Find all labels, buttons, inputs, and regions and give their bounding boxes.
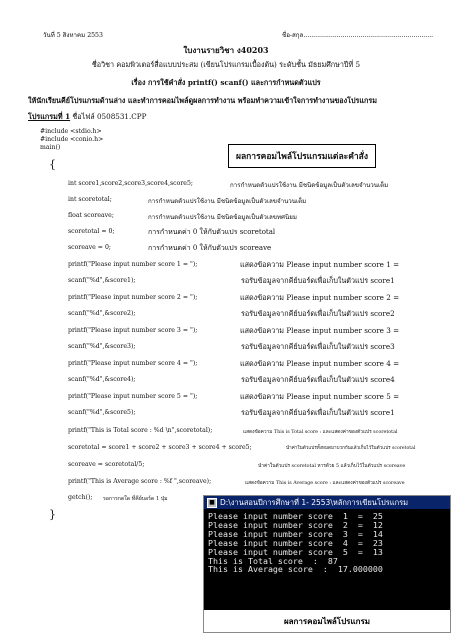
code-note: นำค่าในตัวแปร scoretotal หารด้วย 5 แล้วเก็บไว้ในตัวแปร scoreave <box>258 464 406 469</box>
code-line: printf("Please input number score 5 = "); <box>68 393 198 400</box>
console-caption: ผลการคอมไพล์โปรแกรม <box>204 609 450 632</box>
code-line: scoreave = scoretotal/5; <box>68 461 145 468</box>
course-line: ชื่อวิชา คอมพิวเตอร์สื่อแบบประสม (เขียนโปรแกรมเบื้องต้น) ระดับชั้น มัธยมศึกษาปีที่ 5 <box>91 60 361 69</box>
code-note: รอรับข้อมูลจากคีย์บอร์ดเพื่อเก็บในตัวแปร score2 <box>241 309 395 318</box>
code-line: scoreave = 0; <box>68 244 111 251</box>
program-file: ชื่อไฟล์ 0508531.CPP <box>70 112 147 121</box>
code-line: printf("Please input number score 4 = "); <box>68 360 198 367</box>
console-title-bar <box>204 496 450 509</box>
console-body <box>204 509 450 577</box>
program-line <box>28 112 146 123</box>
result-header-box: ผลการคอมไพล์โปรแกรมแต่ละคำสั่ง <box>228 144 376 168</box>
name-field-line: ชื่อ-สกุล.................................................................. <box>282 32 434 39</box>
code-note: รอรับข้อมูลจากคีย์บอร์ดเพื่อเก็บในตัวแปร score1 <box>241 276 395 285</box>
code-note: แสดงข้อความ Please input number score 2 = <box>240 293 400 302</box>
code-line: scanf("%d",&score3); <box>68 343 136 350</box>
include-stdio: #include <stdio.h> <box>40 128 102 135</box>
code-note: การกำหนดค่า 0 ให้กับตัวแปร scoreave <box>148 244 272 252</box>
code-line: scanf("%d",&score1); <box>68 277 136 284</box>
code-note: การกำหนดตัวแปรใช้งาน มีชนิดข้อมูลเป็นตัวเลขทศนิยม <box>148 214 297 221</box>
main-declaration: main() <box>40 144 61 151</box>
code-note: การกำหนดตัวแปรใช้งาน มีชนิดข้อมูลเป็นตัวเลขจำนวนเต็ม <box>148 198 307 205</box>
code-line: printf("This is Average score : %f ",scoreave); <box>68 478 212 485</box>
program-label: โปรแกรมที่ 1 <box>28 112 71 121</box>
console-line: Please input number score 5 = 13 <box>208 546 383 557</box>
console-title: D:\งานสอนปีการศึกษาที่ 1- 2553\หลักการเขียนโปรแกรม <box>220 497 409 507</box>
code-note: แสดงข้อความ Please input number score 5 = <box>240 392 400 401</box>
code-line: float scoreave; <box>68 212 114 219</box>
console-line: Please input number score 1 = 25 <box>208 511 383 521</box>
code-line: printf("Please input number score 1 = "); <box>68 261 198 268</box>
instruction-line: ให้นักเรียนคีย์โปรแกรมด้านล่าง และทำการคอมไพล์ดูผลการทำงาน พร้อมทำความเข้าใจการทำงานของโปรแกรม <box>28 96 377 105</box>
console-line: This is Total score : 87 <box>208 555 338 566</box>
code-note: รอการกดใด ที่คีย์บอร์ด 1 ปุ่ม <box>103 496 168 502</box>
code-line: scanf("%d",&score4); <box>68 376 136 383</box>
code-line: printf("This is Total score : %d \n",scoretotal); <box>68 427 213 434</box>
code-line: getch(); <box>68 494 93 501</box>
code-note: แสดงข้อความ This is Average score : และแสดงค่าของตัวแปร scoreave <box>245 481 405 486</box>
code-line: scanf("%d",&score5); <box>68 409 136 416</box>
topic-line: เรื่อง การใช้คำสั่ง printf() scanf() และการกำหนดตัวแปร <box>131 78 321 87</box>
console-window-icon: ■ <box>207 498 217 508</box>
code-note: แสดงข้อความ This is Total score : และแสดงค่าของตัวแปร scoretotal <box>243 430 398 435</box>
console-line: This is Average score : 17.000000 <box>208 564 383 575</box>
code-note: การกำหนดตัวแปรใช้งาน มีชนิดข้อมูลเป็นตัวเลขจำนวนเต็ม <box>230 182 389 189</box>
code-note: แสดงข้อความ Please input number score 4 = <box>240 359 400 368</box>
console-line: Please input number score 4 = 23 <box>208 537 383 548</box>
code-line: printf("Please input number score 2 = "); <box>68 294 198 301</box>
console-output-window <box>203 495 451 633</box>
code-line: printf("Please input number score 3 = "); <box>68 327 198 334</box>
code-line: scoretotal = 0; <box>68 228 115 235</box>
code-note: การกำหนดค่า 0 ให้กับตัวแปร scoretotal <box>148 228 276 236</box>
code-line: int scoretotal; <box>68 196 112 203</box>
worksheet-title: ใบงานรายวิชา ง40203 <box>183 45 269 55</box>
close-brace: } <box>49 508 56 521</box>
code-line: scanf("%d",&score2); <box>68 310 136 317</box>
code-line: scoretotal = score1 + score2 + score3 + score4 + score5; <box>68 444 252 451</box>
open-brace: { <box>49 158 56 171</box>
code-line: int score1,score2,score3,score4,score5; <box>68 180 193 187</box>
code-note: รอรับข้อมูลจากคีย์บอร์ดเพื่อเก็บในตัวแปร score1 <box>241 408 395 417</box>
code-note: แสดงข้อความ Please input number score 1 = <box>240 260 400 269</box>
date-text: วันที่ 5 สิงหาคม 2553 <box>43 32 103 39</box>
console-line: Please input number score 2 = 12 <box>208 519 383 530</box>
code-note: แสดงข้อความ Please input number score 3 = <box>240 326 400 335</box>
code-note: นำค่าในตัวแปรทั้งหมดมาบวกกันแล้วเก็บไว้ในตัวแปร scoretotal <box>286 446 416 451</box>
code-note: รอรับข้อมูลจากคีย์บอร์ดเพื่อเก็บในตัวแปร score4 <box>241 375 395 384</box>
code-note: รอรับข้อมูลจากคีย์บอร์ดเพื่อเก็บในตัวแปร score3 <box>241 342 395 351</box>
include-conio: #include <conio.h> <box>40 136 104 143</box>
console-line: Please input number score 3 = 14 <box>208 528 383 539</box>
